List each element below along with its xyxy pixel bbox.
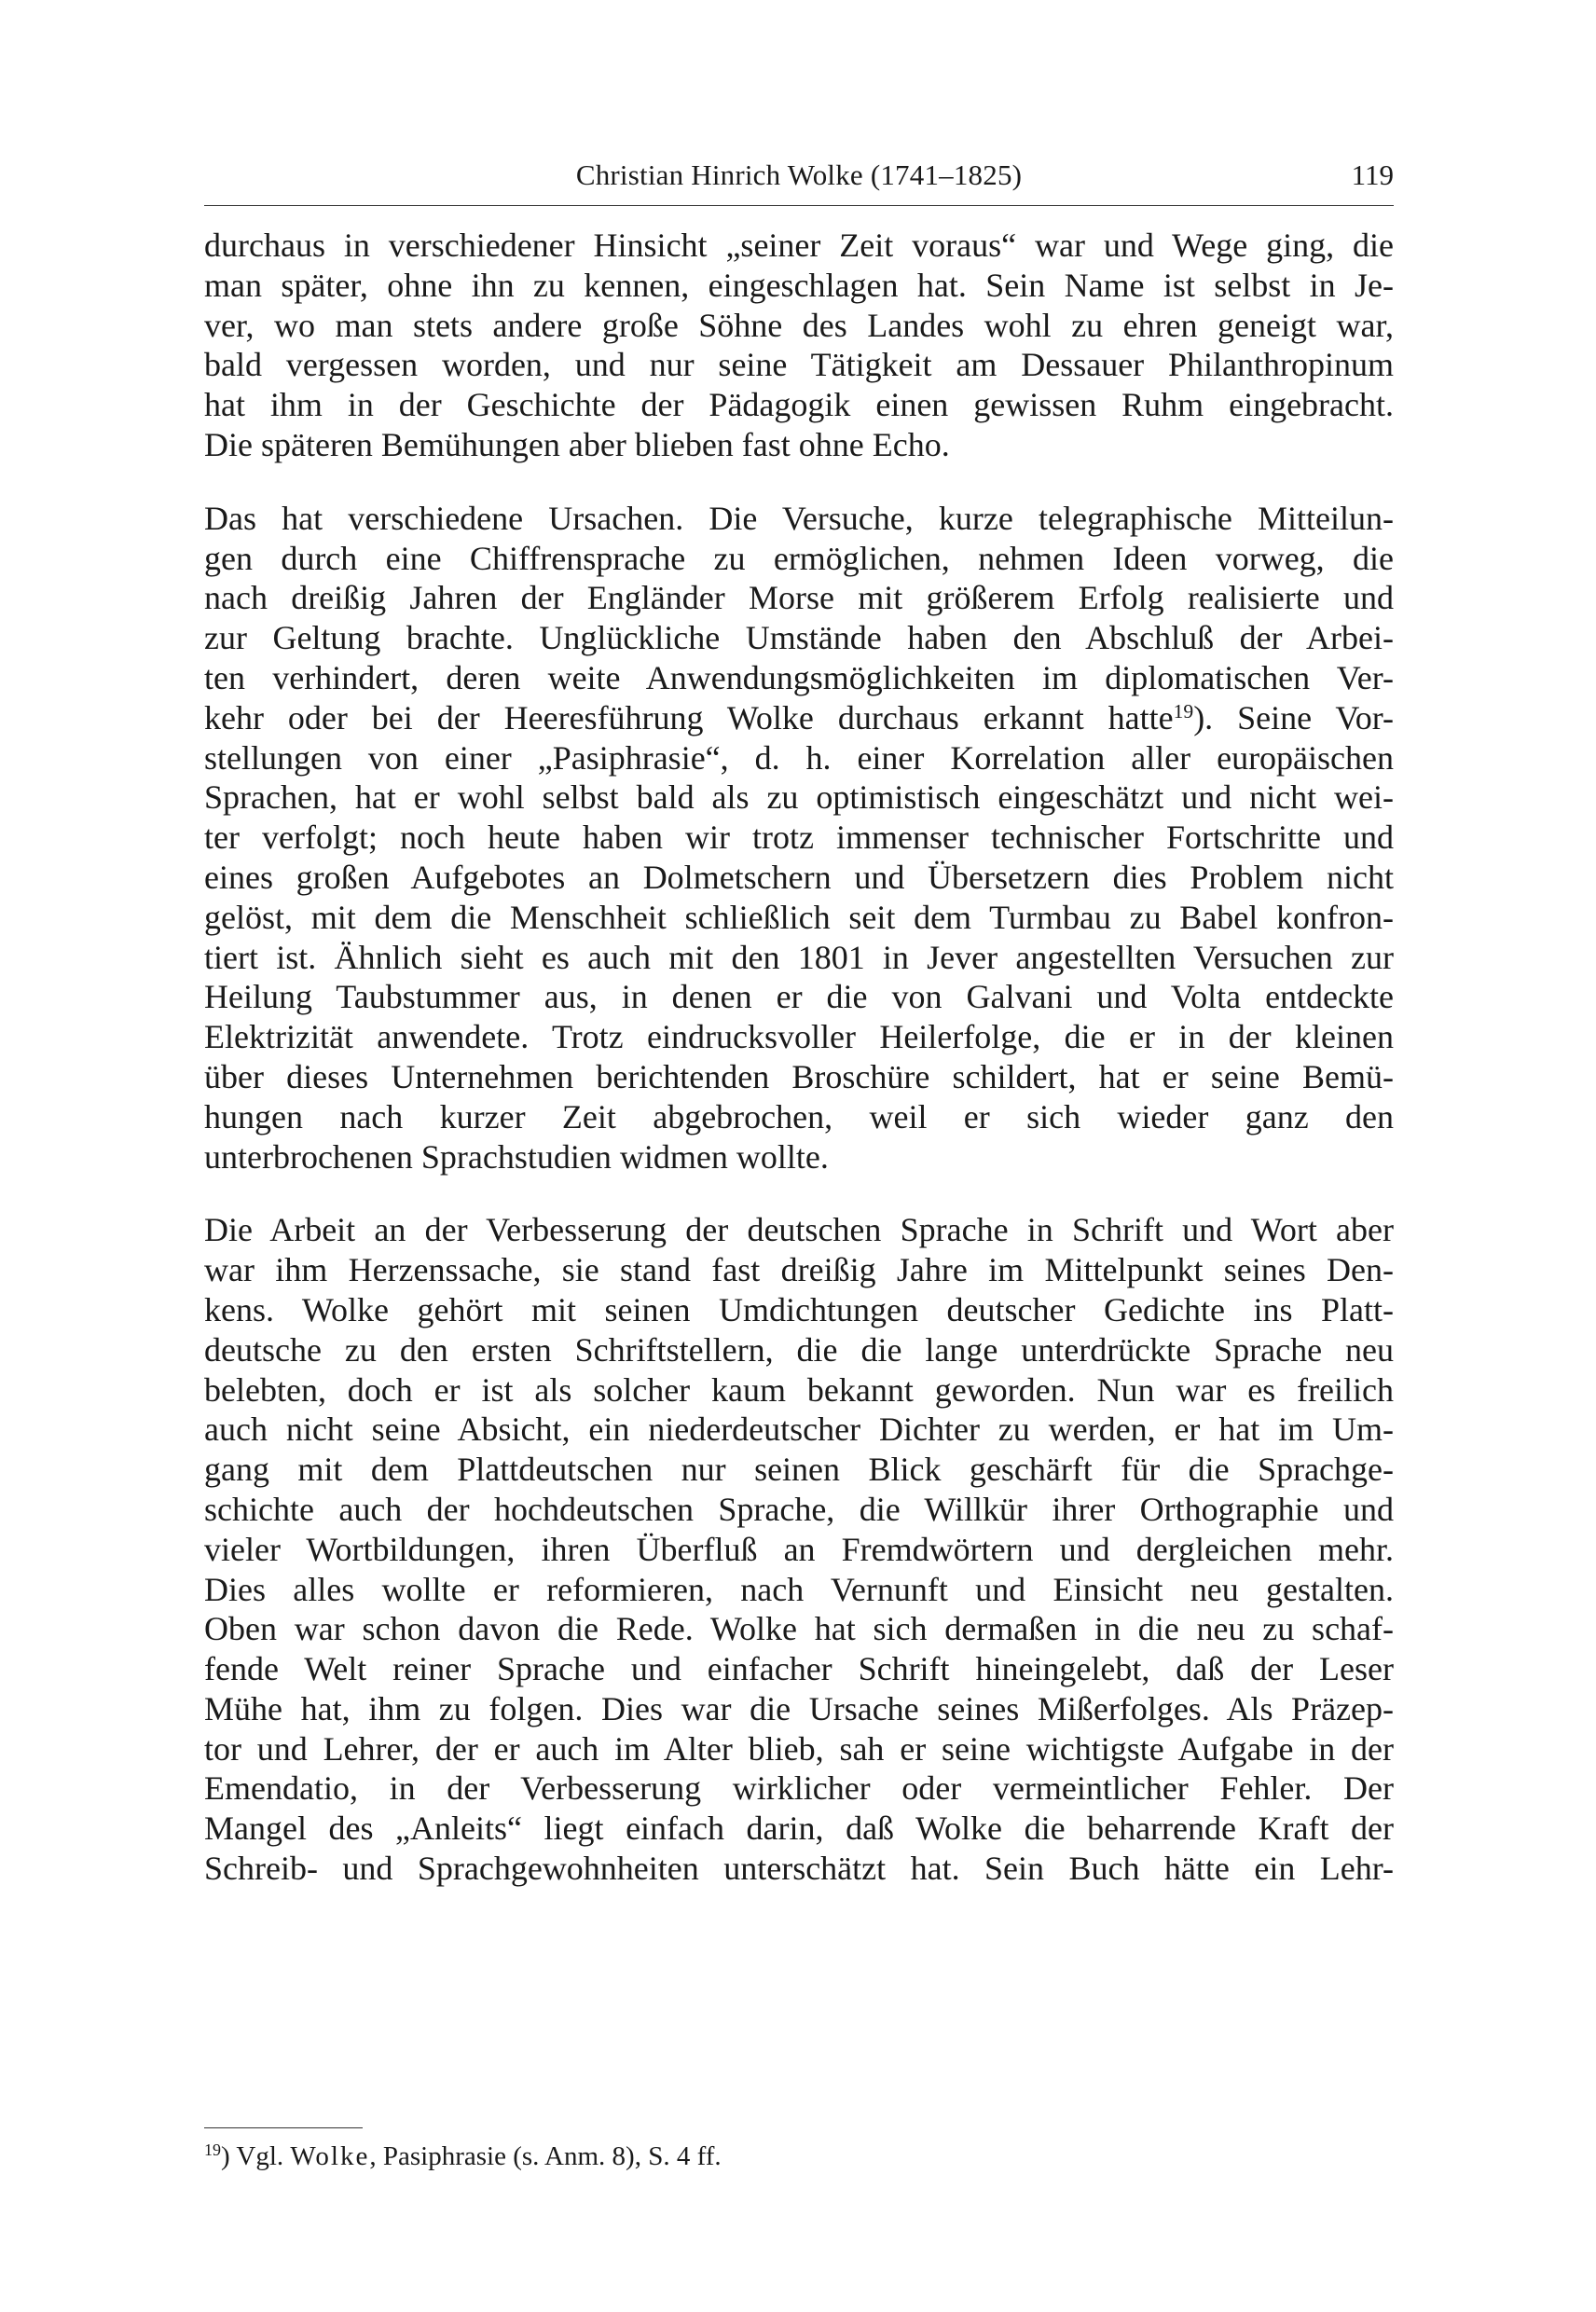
paragraph-3 — [204, 1210, 1394, 1889]
text-line: Mühe hat, ihm zu folgen. Dies war die Ursache seines Mißerfolges. Als Präzep- — [204, 1689, 1394, 1727]
text-line: Heilung Taubstummer aus, in denen er die von Galvani und Volta entdeckte — [204, 978, 1394, 1016]
text-line: stellungen von einer „Pasiphrasie“, d. h. einer Korrelation aller europäischen — [204, 738, 1394, 777]
text-line: eines großen Aufgebotes an Dolmetschern und Übersetzern dies Problem nicht — [204, 858, 1394, 896]
paragraph-gap — [204, 465, 1394, 499]
text-line: Mangel des „Anleits“ liegt einfach darin, daß Wolke die beharrende Kraft der — [204, 1810, 1394, 1848]
footnote-rule — [204, 2127, 363, 2128]
text-line: Schreib- und Sprachgewohnheiten unterschätzt hat. Sein Buch hätte ein Lehr- — [204, 1850, 1394, 1888]
text-line: Das hat verschiedene Ursachen. Die Versuche, kurze telegraphische Mitteilun- — [204, 499, 1394, 537]
text-line-part: kehr oder bei der Heeresführung Wolke durchaus erkannt hatte — [204, 698, 1174, 736]
text-line: bald vergessen worden, und nur seine Tätigkeit am Dessauer Philanthropinum — [204, 346, 1394, 384]
text-line: Elektrizität anwendete. Trotz eindrucksvoller Heilerfolge, die er in der kleinen — [204, 1018, 1394, 1056]
text-line: Oben war schon davon die Rede. Wolke hat sich dermaßen in die neu zu schaf- — [204, 1610, 1394, 1648]
text-line: Die späteren Bemühungen aber blieben fast ohne Echo. — [204, 425, 950, 463]
text-line: tiert ist. Ähnlich sieht es auch mit den 1801 in Jever angestellten Versuchen zur — [204, 938, 1394, 976]
footnote-author: Wolke — [290, 2141, 370, 2171]
text-line: gen durch eine Chiffrensprache zu ermöglichen, nehmen Ideen vorweg, die — [204, 539, 1394, 577]
text-line: nach dreißig Jahren der Engländer Morse mit größerem Erfolg realisierte und — [204, 579, 1394, 617]
text-line: kens. Wolke gehört mit seinen Umdichtungen deutscher Gedichte ins Platt- — [204, 1290, 1394, 1328]
footnote-number: 19 — [204, 2140, 221, 2160]
running-header — [204, 155, 1394, 196]
text-line: schichte auch der hochdeutschen Sprache, die Willkür ihrer Orthographie und — [204, 1490, 1394, 1528]
text-line-with-footnote-ref — [204, 698, 1394, 738]
text-line: Sprachen, hat er wohl selbst bald als zu optimistisch eingeschätzt und nicht wei- — [204, 778, 1394, 817]
text-line: auch nicht seine Absicht, ein niederdeutscher Dichter zu werden, er hat im Um- — [204, 1411, 1394, 1449]
footnote — [204, 2140, 722, 2173]
text-line: man später, ohne ihn zu kennen, eingeschlagen hat. Sein Name ist selbst in Je- — [204, 266, 1394, 304]
text-line: war ihm Herzenssache, sie stand fast dreißig Jahre im Mittelpunkt seines Den- — [204, 1251, 1394, 1289]
text-line-part: ). Seine Vor- — [1193, 698, 1394, 736]
text-line: fende Welt reiner Sprache und einfacher Schrift hineingelebt, daß der Leser — [204, 1650, 1394, 1688]
text-line: zur Geltung brachte. Unglückliche Umstände haben den Abschluß der Arbei- — [204, 619, 1394, 657]
footnote-number-close: ) — [220, 2141, 230, 2171]
text-line: durchaus in verschiedener Hinsicht „seiner Zeit voraus“ war und Wege ging, die — [204, 227, 1394, 264]
header-rule — [204, 205, 1394, 206]
text-line: Emendatio, in der Verbesserung wirklicher oder vermeintlicher Fehler. Der — [204, 1769, 1394, 1808]
text-line: belebten, doch er ist als solcher kaum bekannt geworden. Nun war es freilich — [204, 1370, 1394, 1409]
text-line: ter verfolgt; noch heute haben wir trotz immenser technischer Fortschritte und — [204, 819, 1394, 857]
text-line: deutsche zu den ersten Schriftstellern, die die lange unterdrückte Sprache neu — [204, 1330, 1394, 1369]
text-line: tor und Lehrer, der er auch im Alter blieb, sah er seine wichtigste Aufgabe in der — [204, 1729, 1394, 1768]
paragraph-1 — [204, 226, 1394, 465]
text-line: über dieses Unternehmen berichtenden Broschüre schildert, hat er seine Bemü- — [204, 1057, 1394, 1095]
text-line: ver, wo man stets andere große Söhne des Landes wohl zu ehren geneigt war, — [204, 306, 1394, 344]
body-text — [204, 226, 1394, 1889]
text-line: gang mit dem Plattdeutschen nur seinen Blick geschärft für die Sprachge- — [204, 1451, 1394, 1489]
text-line: Dies alles wollte er reformieren, nach Vernunft und Einsicht neu gestalten. — [204, 1570, 1394, 1608]
paragraph-2 — [204, 499, 1394, 1177]
page-number: 119 — [1351, 158, 1394, 191]
text-line: gelöst, mit dem die Menschheit schließlich seit dem Turmbau zu Babel konfron- — [204, 898, 1394, 936]
text-line: ten verhindert, deren weite Anwendungsmöglichkeiten im diplomatischen Ver- — [204, 658, 1394, 696]
footnote-text-prefix: Vgl. — [236, 2141, 284, 2171]
footnote-text: , Pasiphrasie (s. Anm. 8), S. 4 ff. — [369, 2141, 722, 2171]
footnote-reference[interactable]: 19 — [1173, 699, 1194, 722]
text-line: vieler Wortbildungen, ihren Überfluß an Fremdwörtern und dergleichen mehr. — [204, 1530, 1394, 1568]
running-title: Christian Hinrich Wolke (1741–1825) — [575, 158, 1023, 191]
paragraph-gap — [204, 1177, 1394, 1210]
text-line: unterbrochenen Sprachstudien widmen wollte. — [204, 1137, 829, 1176]
text-line: hungen nach kurzer Zeit abgebrochen, weil er sich wieder ganz den — [204, 1097, 1394, 1135]
text-line: Die Arbeit an der Verbesserung der deutschen Sprache in Schrift und Wort aber — [204, 1211, 1394, 1249]
text-line: hat ihm in der Geschichte der Pädagogik einen gewissen Ruhm eingebracht. — [204, 386, 1394, 424]
